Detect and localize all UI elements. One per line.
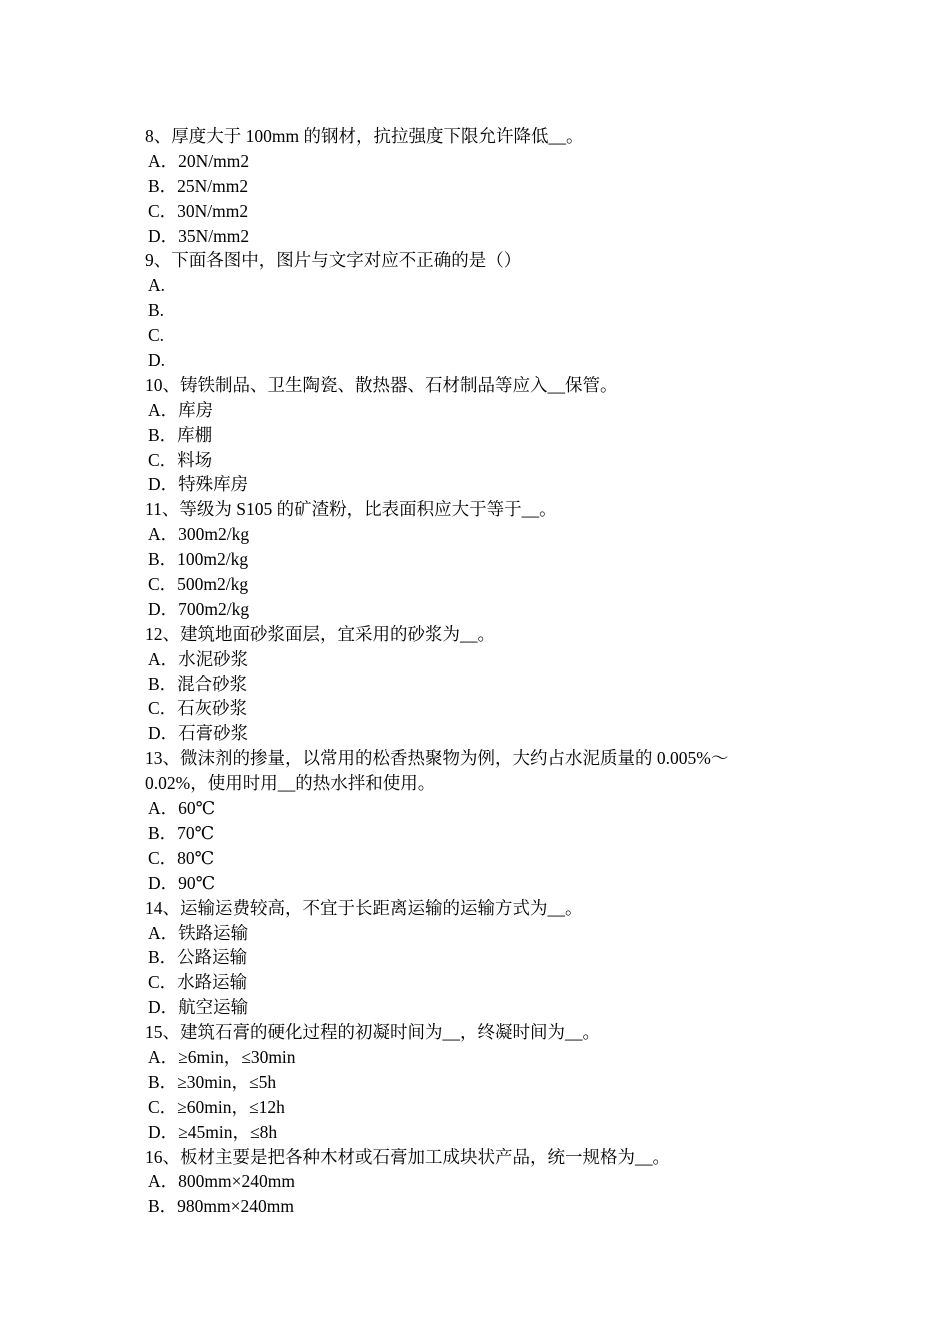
question-10-option-c: C．料场 xyxy=(148,449,213,470)
question-13-stem: 13、微沫剂的掺量，以常用的松香热聚物为例，大约占水泥质量的 0.005%～ xyxy=(145,748,729,769)
question-11-option-c: C．500m2/kg xyxy=(148,574,249,595)
question-9-option-c: C. xyxy=(148,325,165,346)
question-15-option-b: B．≥30min，≤5h xyxy=(148,1071,277,1092)
question-10-option-a: A．库房 xyxy=(148,399,214,420)
question-14-stem: 14、运输运费较高，不宜于长距离运输的运输方式为__。 xyxy=(145,897,583,918)
question-15-stem: 15、建筑石膏的硬化过程的初凝时间为__，终凝时间为__。 xyxy=(145,1022,600,1043)
question-11-stem: 11、等级为 S105 的矿渣粉，比表面积应大于等于__。 xyxy=(145,499,557,520)
question-15-option-c: C．≥60min，≤12h xyxy=(148,1096,285,1117)
question-11-option-d: D．700m2/kg xyxy=(148,598,250,619)
question-10-option-d: D．特殊库房 xyxy=(148,474,249,495)
question-13-option-a: A．60℃ xyxy=(148,798,216,819)
question-12-option-b: B．混合砂浆 xyxy=(148,673,248,694)
question-14-option-b: B．公路运输 xyxy=(148,947,248,968)
question-10-stem: 10、铸铁制品、卫生陶瓷、散热器、石材制品等应入__保管。 xyxy=(145,374,618,395)
question-12-option-a: A．水泥砂浆 xyxy=(148,648,249,669)
question-13-option-c: C．80℃ xyxy=(148,847,215,868)
question-16-option-a: A．800mm×240mm xyxy=(148,1171,295,1192)
question-8-option-a: A．20N/mm2 xyxy=(148,150,250,171)
question-12-stem: 12、建筑地面砂浆面层，宜采用的砂浆为__。 xyxy=(145,623,495,644)
question-16-stem: 16、板材主要是把各种木材或石膏加工成块状产品，统一规格为__。 xyxy=(145,1146,670,1167)
question-15-option-d: D．≥45min，≤8h xyxy=(148,1121,278,1142)
question-16-option-b: B．980mm×240mm xyxy=(148,1196,294,1217)
question-12-option-c: C．石灰砂浆 xyxy=(148,698,248,719)
question-9-option-a: A. xyxy=(148,275,166,296)
question-8-option-d: D．35N/mm2 xyxy=(148,225,250,246)
question-8-stem: 8、厚度大于 100mm 的钢材，抗拉强度下限允许降低__。 xyxy=(145,126,584,146)
question-14-option-a: A．铁路运输 xyxy=(148,922,249,943)
question-11-option-a: A．300m2/kg xyxy=(148,524,250,545)
question-13-stem-continued: 0.02%，使用时用__的热水拌和使用。 xyxy=(145,773,436,794)
question-15-option-a: A．≥6min，≤30min xyxy=(148,1046,296,1067)
question-10-option-b: B．库棚 xyxy=(148,424,213,445)
question-13-option-b: B．70℃ xyxy=(148,822,215,843)
question-8-option-c: C．30N/mm2 xyxy=(148,200,249,221)
document-page xyxy=(145,124,825,1219)
question-12-option-d: D．石膏砂浆 xyxy=(148,723,249,744)
question-11-option-b: B．100m2/kg xyxy=(148,549,249,570)
question-9-option-b: B. xyxy=(148,300,165,321)
question-14-option-d: D．航空运输 xyxy=(148,997,249,1018)
question-14-option-c: C．水路运输 xyxy=(148,972,248,993)
question-13-option-d: D．90℃ xyxy=(148,872,216,893)
question-8-option-b: B．25N/mm2 xyxy=(148,175,249,196)
question-9-stem: 9、下面各图中，图片与文字对应不正确的是（） xyxy=(145,250,522,271)
question-9-option-d: D. xyxy=(148,350,166,371)
